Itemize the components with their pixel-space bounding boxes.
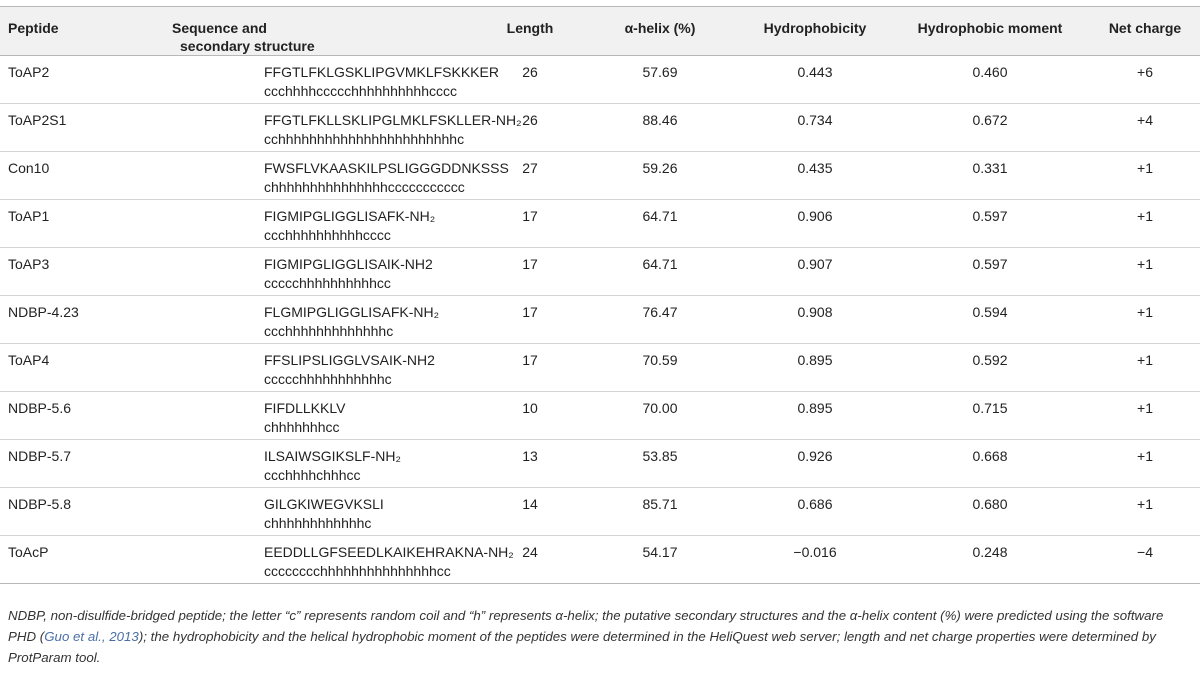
cell-length: 26 <box>522 112 538 128</box>
sequence-text: FFGTLFKLGSKLIPGVMKLFSKKKER <box>264 64 499 80</box>
secondary-structure-text: ccchhhhccccchhhhhhhhhhcccc <box>264 83 458 99</box>
sequence-text: FFGTLFKLLSKLIPGLMKLFSKLLER-NH₂ <box>264 112 522 128</box>
secondary-structure-text: ccchhhhchhhcc <box>264 467 361 483</box>
cell-peptide: ToAP2 <box>8 64 50 80</box>
table-row <box>0 488 1200 536</box>
secondary-structure-text: chhhhhhhcc <box>264 419 340 435</box>
cell-peptide: NDBP-4.23 <box>8 304 79 320</box>
secondary-structure-text: ccchhhhhhhhhhcccc <box>264 227 391 243</box>
secondary-structure-text: chhhhhhhhhhhhhhhccccccccccc <box>264 179 465 195</box>
cell-helix: 70.00 <box>642 400 678 416</box>
table-row <box>0 440 1200 488</box>
table-row <box>0 152 1200 200</box>
sequence-text: FLGMIPGLIGGLISAFK-NH₂ <box>264 304 440 320</box>
cell-length: 17 <box>522 304 538 320</box>
cell-length: 10 <box>522 400 538 416</box>
cell-peptide: Con10 <box>8 160 50 176</box>
cell-net-charge: −4 <box>1137 544 1153 560</box>
cell-hydrophobic-moment: 0.680 <box>972 496 1008 512</box>
cell-length: 13 <box>522 448 538 464</box>
header-sequence-line2: secondary structure <box>180 38 315 54</box>
cell-length: 17 <box>522 208 538 224</box>
footnote-text-2: ); the hydrophobicity and the helical hydrophobic moment of the peptides were determined in the HeliQuest web server; length and net charge properties were determined by ProtParam tool. <box>8 629 1156 665</box>
cell-hydrophobic-moment: 0.715 <box>972 400 1008 416</box>
sequence-text: FIFDLLKKLV <box>264 400 346 416</box>
sequence-text: EEDDLLGFSEEDLKAIKEHRAKNA-NH₂ <box>264 544 514 560</box>
sequence-text: FWSFLVKAASKILPSLIGGGDDNKSSS <box>264 160 509 176</box>
table-row <box>0 104 1200 152</box>
cell-helix: 76.47 <box>642 304 678 320</box>
cell-hydrophobicity: 0.895 <box>797 400 833 416</box>
table-header-row <box>0 7 1200 56</box>
cell-peptide: ToAP3 <box>8 256 50 272</box>
cell-net-charge: +1 <box>1137 352 1153 368</box>
cell-hydrophobic-moment: 0.248 <box>972 544 1008 560</box>
cell-length: 26 <box>522 64 538 80</box>
header-peptide: Peptide <box>0 7 128 56</box>
secondary-structure-text: ccccchhhhhhhhhhcc <box>264 275 391 291</box>
secondary-structure-text: ccccchhhhhhhhhhhc <box>264 371 392 387</box>
cell-sequence <box>128 248 480 296</box>
cell-sequence <box>128 392 480 440</box>
footnote-text-1: NDBP, non-disulfide-bridged peptide; the letter “c” represents random coil and “h” represents α-helix; the putative secondary structures and the α-helix content (%) were predicted using the software PHD ( <box>8 608 1164 644</box>
cell-helix: 70.59 <box>642 352 678 368</box>
cell-hydrophobicity: 0.443 <box>797 64 833 80</box>
header-hydrophobicity: Hydrophobicity <box>740 7 890 56</box>
cell-net-charge: +1 <box>1137 160 1153 176</box>
cell-peptide: ToAP2S1 <box>8 112 67 128</box>
cell-net-charge: +6 <box>1137 64 1153 80</box>
table-row <box>0 296 1200 344</box>
cell-helix: 54.17 <box>642 544 678 560</box>
cell-sequence <box>128 344 480 392</box>
header-length: Length <box>480 7 580 56</box>
cell-net-charge: +1 <box>1137 448 1153 464</box>
cell-net-charge: +1 <box>1137 304 1153 320</box>
cell-net-charge: +1 <box>1137 256 1153 272</box>
cell-length: 17 <box>522 256 538 272</box>
cell-hydrophobicity: 0.926 <box>797 448 833 464</box>
cell-peptide: NDBP-5.6 <box>8 400 72 416</box>
header-net-charge: Net charge <box>1090 7 1200 56</box>
table-body <box>0 56 1200 584</box>
secondary-structure-text: cchhhhhhhhhhhhhhhhhhhhhhhc <box>264 131 465 147</box>
cell-peptide: ToAP4 <box>8 352 50 368</box>
secondary-structure-text: cccccccchhhhhhhhhhhhhhhcc <box>264 563 451 579</box>
cell-hydrophobicity: −0.016 <box>793 544 837 560</box>
cell-hydrophobicity: 0.734 <box>797 112 833 128</box>
cell-helix: 64.71 <box>642 208 678 224</box>
secondary-structure-text: ccchhhhhhhhhhhhhc <box>264 323 394 339</box>
cell-hydrophobic-moment: 0.594 <box>972 304 1008 320</box>
cell-length: 27 <box>522 160 538 176</box>
cell-hydrophobicity: 0.435 <box>797 160 833 176</box>
header-sequence-line1: Sequence and <box>172 20 267 36</box>
cell-hydrophobicity: 0.908 <box>797 304 833 320</box>
table-row <box>0 248 1200 296</box>
table-row <box>0 344 1200 392</box>
header-hydrophobic-moment: Hydrophobic moment <box>890 7 1090 56</box>
cell-net-charge: +4 <box>1137 112 1153 128</box>
cell-sequence <box>128 152 509 200</box>
cell-hydrophobicity: 0.906 <box>797 208 833 224</box>
secondary-structure-text: chhhhhhhhhhhhc <box>264 515 372 531</box>
footnote-citation-link[interactable]: Guo et al., 2013 <box>44 629 139 644</box>
cell-helix: 64.71 <box>642 256 678 272</box>
cell-hydrophobic-moment: 0.672 <box>972 112 1008 128</box>
cell-hydrophobicity: 0.895 <box>797 352 833 368</box>
cell-hydrophobic-moment: 0.597 <box>972 208 1008 224</box>
cell-net-charge: +1 <box>1137 400 1153 416</box>
sequence-text: FFSLIPSLIGGLVSAIK-NH2 <box>264 352 435 368</box>
table-row <box>0 392 1200 440</box>
cell-hydrophobic-moment: 0.331 <box>972 160 1008 176</box>
cell-peptide: ToAcP <box>8 544 49 560</box>
cell-length: 17 <box>522 352 538 368</box>
cell-hydrophobic-moment: 0.592 <box>972 352 1008 368</box>
sequence-text: FIGMIPGLIGGLISAFK-NH₂ <box>264 208 436 224</box>
peptide-properties-table <box>0 6 1200 584</box>
table-row <box>0 536 1200 584</box>
cell-hydrophobic-moment: 0.597 <box>972 256 1008 272</box>
cell-helix: 57.69 <box>642 64 678 80</box>
cell-helix: 59.26 <box>642 160 678 176</box>
cell-helix: 88.46 <box>642 112 678 128</box>
sequence-text: FIGMIPGLIGGLISAIK-NH2 <box>264 256 433 272</box>
cell-sequence <box>128 56 499 104</box>
table-row <box>0 200 1200 248</box>
cell-hydrophobicity: 0.907 <box>797 256 833 272</box>
cell-hydrophobic-moment: 0.460 <box>972 64 1008 80</box>
cell-length: 24 <box>522 544 538 560</box>
cell-net-charge: +1 <box>1137 496 1153 512</box>
cell-helix: 85.71 <box>642 496 678 512</box>
header-helix: α-helix (%) <box>580 7 740 56</box>
table-row <box>0 56 1200 104</box>
cell-helix: 53.85 <box>642 448 678 464</box>
cell-sequence <box>128 440 480 488</box>
table-footnote <box>8 605 1192 668</box>
cell-length: 14 <box>522 496 538 512</box>
header-sequence <box>128 7 480 56</box>
cell-hydrophobicity: 0.686 <box>797 496 833 512</box>
cell-sequence <box>128 488 480 536</box>
sequence-text: ILSAIWSGIKSLF-NH₂ <box>264 448 401 464</box>
cell-peptide: NDBP-5.7 <box>8 448 72 464</box>
cell-sequence <box>128 104 522 152</box>
cell-sequence <box>128 200 480 248</box>
sequence-text: GILGKIWEGVKSLI <box>264 496 384 512</box>
cell-peptide: NDBP-5.8 <box>8 496 72 512</box>
cell-hydrophobic-moment: 0.668 <box>972 448 1008 464</box>
cell-net-charge: +1 <box>1137 208 1153 224</box>
cell-peptide: ToAP1 <box>8 208 50 224</box>
cell-sequence <box>128 536 514 584</box>
cell-sequence <box>128 296 480 344</box>
